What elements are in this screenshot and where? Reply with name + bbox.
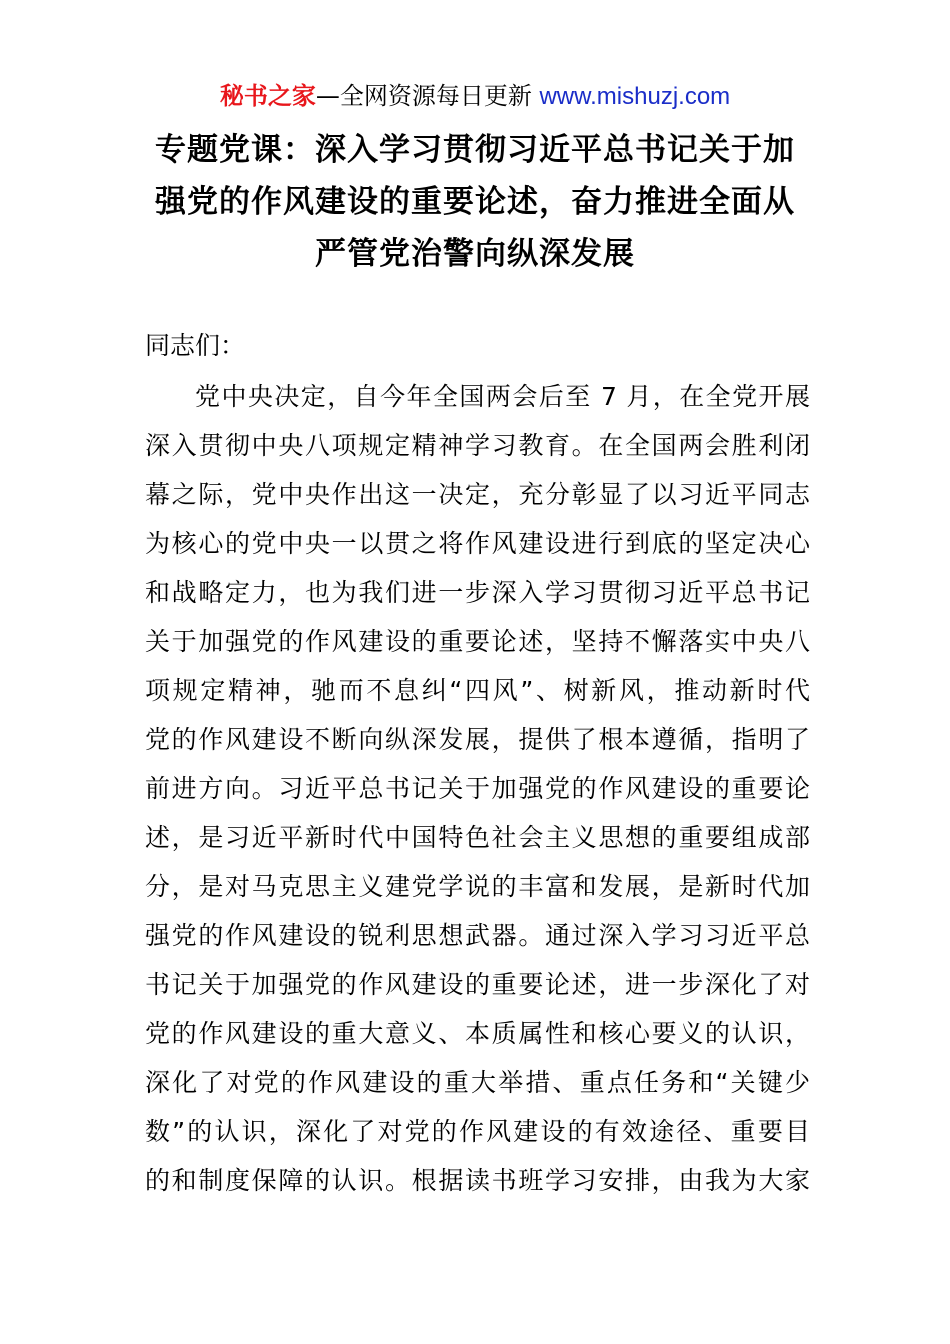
title-line: 严管党治警向纵深发展 <box>315 236 635 272</box>
brand-name: 秘书之家 <box>219 82 316 110</box>
body-line: 书记关于加强党的作风建设的重要论述，进一步深化了对 <box>145 970 810 999</box>
body-paragraph <box>145 372 810 1205</box>
title-line: 专题党课：深入学习贯彻习近平总书记关于加 <box>155 132 795 168</box>
body-line: 述，是习近平新时代中国特色社会主义思想的重要组成部 <box>145 823 810 852</box>
body-line: 的和制度保障的认识。根据读书班学习安排，由我为大家 <box>145 1166 810 1195</box>
body-line: 项规定精神，驰而不息纠“四风”、树新风，推动新时代 <box>145 676 810 705</box>
body-line: 党中央决定，自今年全国两会后至 7 月，在全党开展 <box>195 382 810 411</box>
body-line: 和战略定力，也为我们进一步深入学习贯彻习近平总书记 <box>145 578 810 607</box>
body-line: 深入贯彻中央八项规定精神学习教育。在全国两会胜利闭 <box>145 431 810 460</box>
body-line: 为核心的党中央一以贯之将作风建设进行到底的坚定决心 <box>145 529 810 558</box>
body-line: 幕之际，党中央作出这一决定，充分彰显了以习近平同志 <box>145 480 810 509</box>
body-line: 深化了对党的作风建设的重大举措、重点任务和“关键少 <box>145 1068 810 1097</box>
body-line: 党的作风建设不断向纵深发展，提供了根本遵循，指明了 <box>145 725 810 754</box>
body-line: 前进方向。习近平总书记关于加强党的作风建设的重要论 <box>145 774 810 803</box>
body-line: 强党的作风建设的锐利思想武器。通过深入学习习近平总 <box>145 921 810 950</box>
salutation: 同志们： <box>145 331 246 360</box>
site-header <box>0 80 950 113</box>
body-line: 数”的认识，深化了对党的作风建设的有效途径、重要目 <box>145 1117 810 1146</box>
body-line: 分，是对马克思主义建党学说的丰富和发展，是新时代加 <box>145 872 810 901</box>
title-line: 强党的作风建设的重要论述，奋力推进全面从 <box>155 184 795 220</box>
header-tagline: —全网资源每日更新 <box>315 82 532 110</box>
body-line: 党的作风建设的重大意义、本质属性和核心要义的认识， <box>145 1019 810 1048</box>
document-title <box>140 124 810 280</box>
site-url-link[interactable]: www.mishuzj.com <box>539 83 731 110</box>
body-line: 关于加强党的作风建设的重要论述，坚持不懈落实中央八 <box>145 627 810 656</box>
